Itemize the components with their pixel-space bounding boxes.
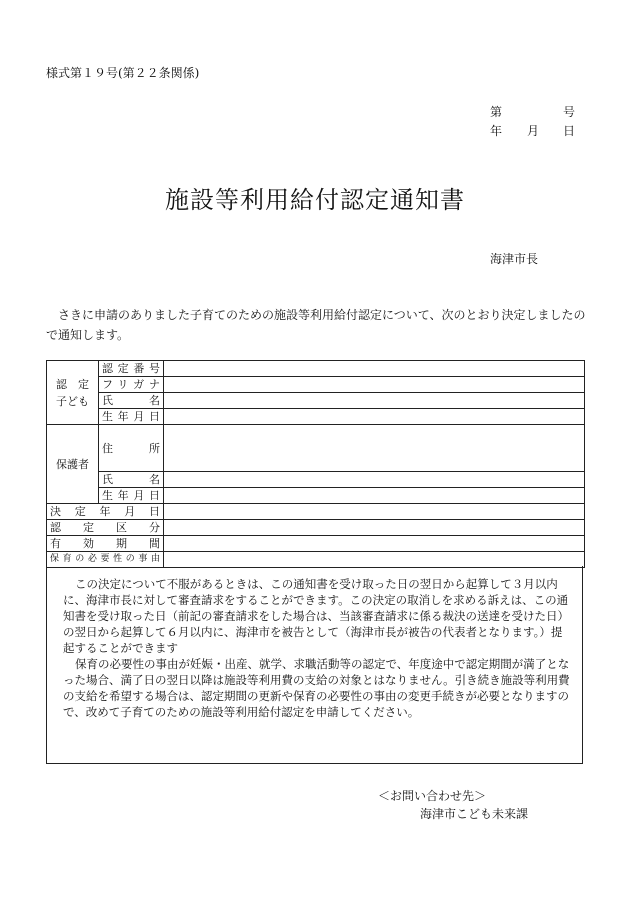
document-title: 施設等利用給付認定通知書 [165, 186, 465, 214]
doc-number-dai: 第 [490, 105, 503, 119]
guardian-name-value [164, 472, 585, 488]
notice-box [46, 566, 583, 764]
intro-text: さきに申請のありました子育てのための施設等利用給付認定について、次のとおり決定しましたので通知します。 [46, 308, 586, 342]
row-label-cert-number: 認定番号 [99, 361, 164, 377]
contact-department: 海津市こども未来課 [420, 807, 529, 821]
contact-label: ＜お問い合わせ先＞ [378, 789, 487, 803]
decision-date-value [164, 504, 585, 520]
date-month: 月 [527, 124, 540, 138]
row-label-guardian-birthdate: 生年月日 [99, 488, 164, 504]
child-name-value [164, 393, 585, 409]
category-value [164, 520, 585, 536]
child-birthdate-value [164, 409, 585, 425]
row-label-category: 認定区分 [47, 520, 164, 536]
row-label-address: 住 所 [99, 425, 164, 472]
certification-table [46, 360, 585, 568]
row-label-necessity-reason: 保育の必要性の事由 [47, 552, 164, 568]
guardian-address-value [164, 425, 585, 472]
row-label-child-name: 氏 名 [99, 393, 164, 409]
doc-number-go: 号 [563, 105, 576, 119]
row-label-guardian-name: 氏 名 [99, 472, 164, 488]
notice-paragraph-2: 保育の必要性の事由が妊娠・出産、就学、求職活動等の認定で、年度途中で認定期間が満了となった場合、満了日の翌日以降は施設等利用費の支給の対象とはなりません。引き続き施設等利用費の支給を希望する場合は、認定期間の更新や保育の必要性の事由の変更手続きが必要となりますので、改めて子育てのための施設等利用給付認定を申請してください。 [63, 657, 570, 719]
validity-value [164, 536, 585, 552]
form-number: 様式第１９号(第２２条関係) [46, 66, 200, 80]
guardian-group-label: 保護者 [47, 425, 99, 504]
date-year: 年 [490, 124, 503, 138]
notice-paragraph-1: この決定について不服があるときは、この通知書を受け取った日の翌日から起算して３月以内に、海津市長に対して審査請求をすることができます。この決定の取消しを求める訴えは、この通知書を受け取った日（前記の審査請求をした場合は、当該審査請求に係る裁決の送達を受けた日）の翌日から起算して６月以内に、海津市を被告として（海津市長が被告の代表者となります。）提起することができます [63, 577, 569, 655]
issuer: 海津市長 [490, 252, 539, 266]
row-label-decision-date: 決定年月日 [47, 504, 164, 520]
cert-number-value [164, 361, 585, 377]
row-label-furigana: フリガナ [99, 377, 164, 393]
row-label-validity: 有効期間 [47, 536, 164, 552]
row-label-child-birthdate: 生年月日 [99, 409, 164, 425]
date-day: 日 [563, 124, 576, 138]
child-group-label: 認 定 子ども [47, 361, 99, 425]
guardian-birthdate-value [164, 488, 585, 504]
child-furigana-value [164, 377, 585, 393]
